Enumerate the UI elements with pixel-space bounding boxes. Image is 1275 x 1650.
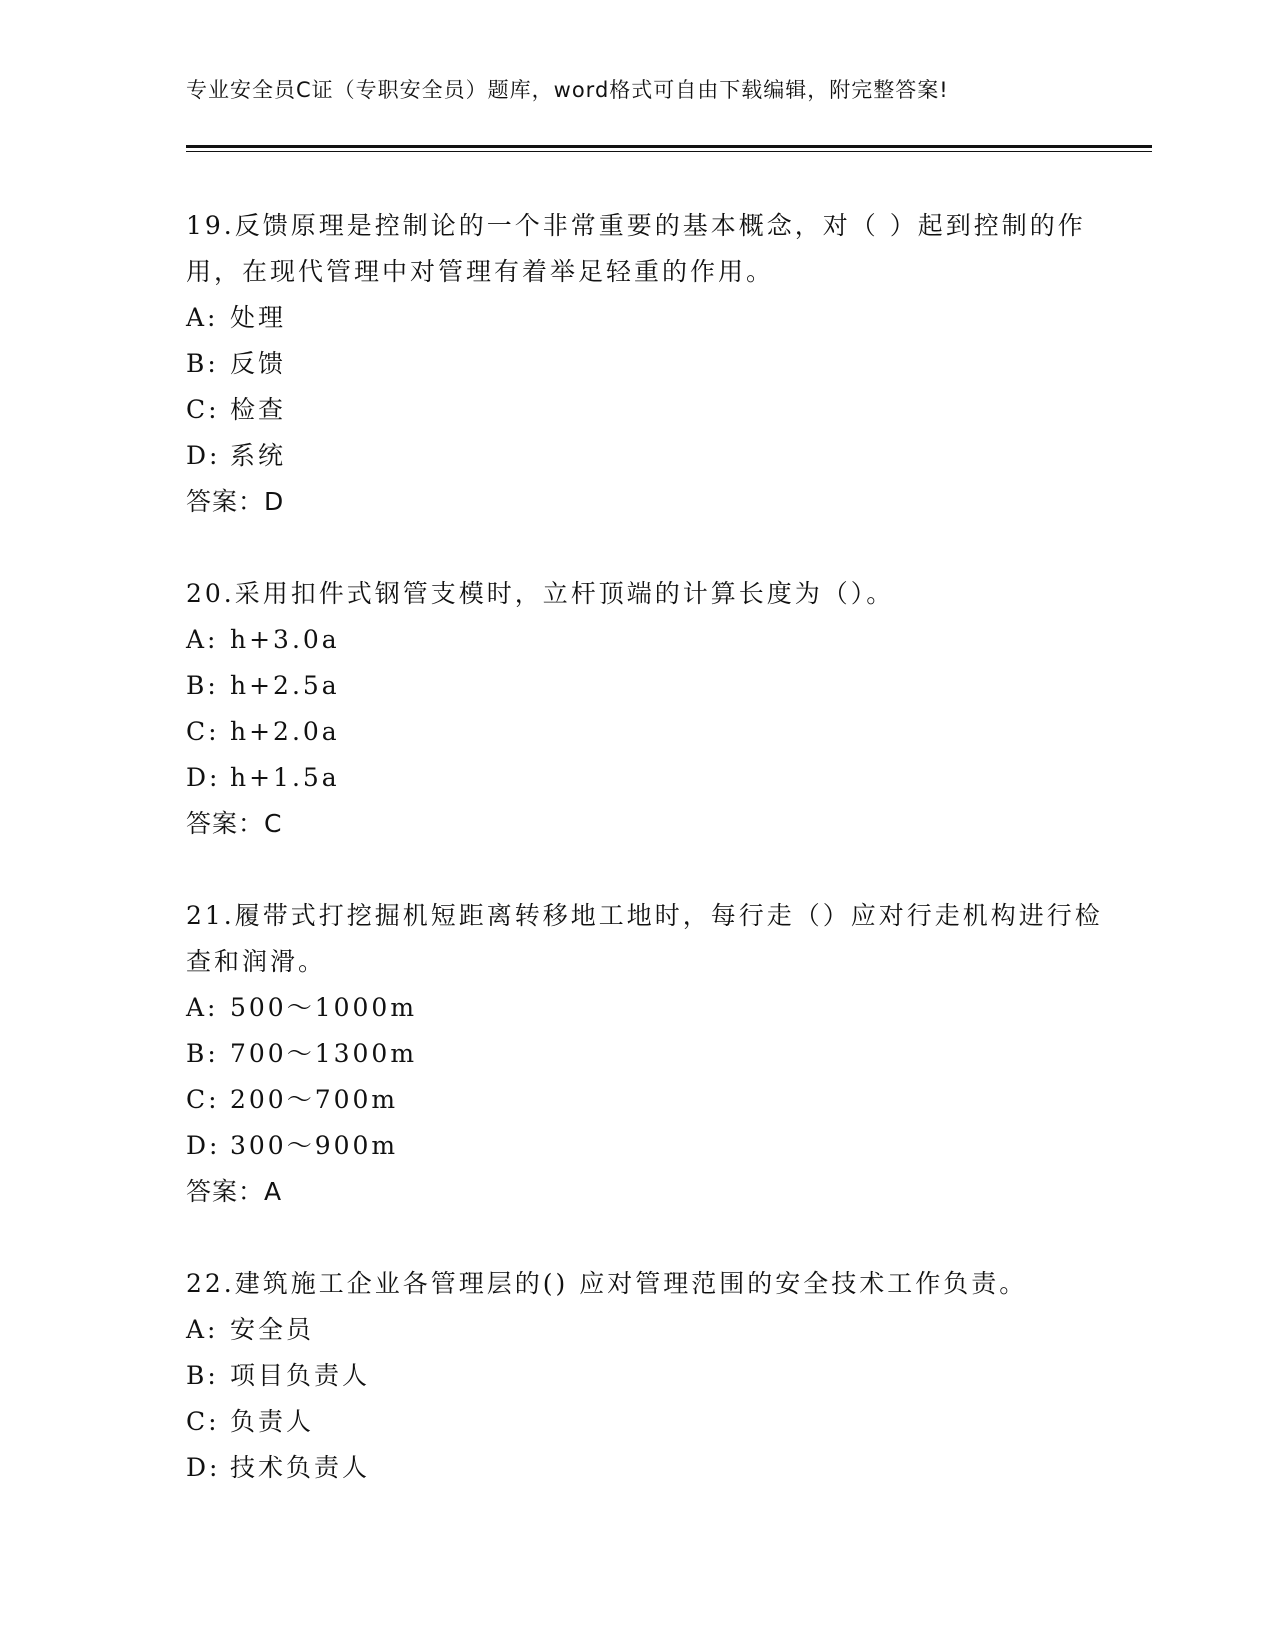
option-key: C: <box>186 717 220 746</box>
question-21 <box>186 893 1106 1215</box>
option-d <box>186 755 1106 801</box>
option-text: 处理 <box>230 303 287 332</box>
option-key: B: <box>186 1039 219 1068</box>
option-d <box>186 1445 1106 1491</box>
option-text: h+3.0a <box>230 625 340 654</box>
option-text: 300～900m <box>230 1131 399 1160</box>
question-stem: 21.履带式打挖掘机短距离转移地工地时，每行走（）应对行走机构进行检查和润滑。 <box>186 901 1103 976</box>
option-text: 项目负责人 <box>230 1361 371 1390</box>
option-b <box>186 1353 1106 1399</box>
question-list <box>186 203 1106 1537</box>
option-b <box>186 663 1106 709</box>
option-a <box>186 1307 1106 1353</box>
option-key: A: <box>186 625 219 654</box>
option-text: h+2.0a <box>230 717 340 746</box>
option-d <box>186 433 1106 479</box>
option-text: 700～1300m <box>230 1039 418 1068</box>
question-stem: 22.建筑施工企业各管理层的() 应对管理范围的安全技术工作负责。 <box>186 1269 1028 1298</box>
header-divider-thick <box>186 145 1152 148</box>
question-stem: 20.采用扣件式钢管支模时，立杆顶端的计算长度为（）。 <box>186 579 895 608</box>
option-b <box>186 1031 1106 1077</box>
option-key: D: <box>186 1131 221 1160</box>
option-d <box>186 1123 1106 1169</box>
question-stem: 19.反馈原理是控制论的一个非常重要的基本概念，对（ ）起到控制的作用，在现代管理中对管理有着举足轻重的作用。 <box>186 211 1086 286</box>
page-header-title: 专业安全员C证（专职安全员）题库，word格式可自由下载编辑，附完整答案! <box>186 78 949 102</box>
option-b <box>186 341 1106 387</box>
option-text: 技术负责人 <box>230 1453 371 1482</box>
option-text: h+2.5a <box>230 671 340 700</box>
option-text: h+1.5a <box>230 763 340 792</box>
option-key: C: <box>186 395 220 424</box>
option-key: A: <box>186 303 219 332</box>
option-text: 200～700m <box>230 1085 399 1114</box>
answer-line: 答案：D <box>186 487 285 516</box>
option-key: B: <box>186 349 219 378</box>
option-key: D: <box>186 441 221 470</box>
option-a <box>186 295 1106 341</box>
option-key: C: <box>186 1085 220 1114</box>
option-key: B: <box>186 1361 219 1390</box>
option-c <box>186 1399 1106 1445</box>
option-text: 检查 <box>230 395 287 424</box>
option-c <box>186 1077 1106 1123</box>
option-key: A: <box>186 1315 219 1344</box>
answer-line: 答案：A <box>186 1177 283 1206</box>
option-key: C: <box>186 1407 220 1436</box>
option-text: 系统 <box>230 441 287 470</box>
question-20 <box>186 571 1106 847</box>
option-text: 反馈 <box>230 349 287 378</box>
option-key: A: <box>186 993 219 1022</box>
question-22 <box>186 1261 1106 1491</box>
option-a <box>186 985 1106 1031</box>
option-key: D: <box>186 763 221 792</box>
option-key: D: <box>186 1453 221 1482</box>
header-divider-thin <box>186 151 1152 152</box>
option-c <box>186 709 1106 755</box>
option-c <box>186 387 1106 433</box>
option-text: 安全员 <box>230 1315 315 1344</box>
option-text: 负责人 <box>230 1407 315 1436</box>
answer-line: 答案：C <box>186 809 283 838</box>
option-key: B: <box>186 671 219 700</box>
question-19 <box>186 203 1106 525</box>
option-a <box>186 617 1106 663</box>
option-text: 500～1000m <box>230 993 418 1022</box>
